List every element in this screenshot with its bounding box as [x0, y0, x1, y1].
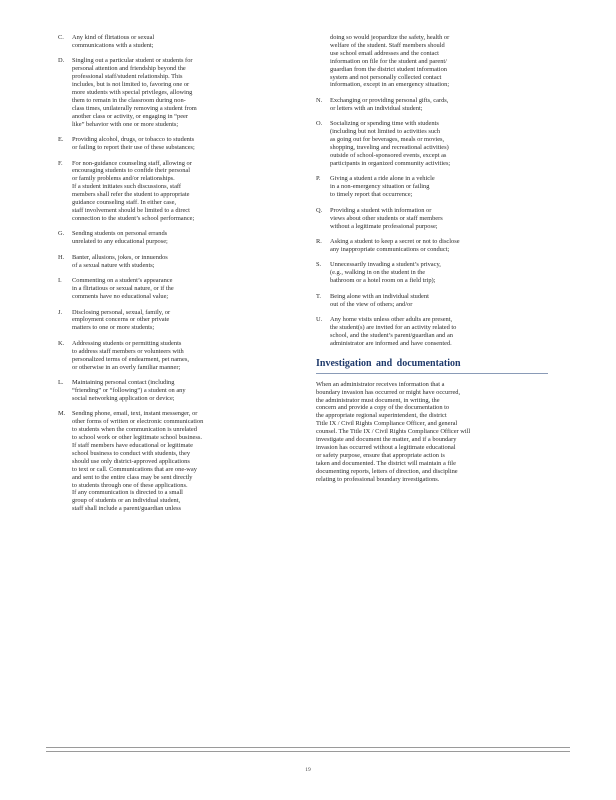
text-line: employment concerns or other private: [72, 316, 170, 324]
list-item: [58, 57, 298, 128]
text-line: Any home visits unless other adults are present,: [330, 316, 453, 324]
list-item-letter: U.: [316, 316, 323, 324]
text-line: or otherwise in an overly familiar manner;: [72, 363, 181, 371]
list-item: [58, 34, 298, 50]
text-line: other forms of written or electronic communication: [72, 418, 204, 426]
text-line: taken and documented. The district will maintain a file: [316, 459, 456, 467]
list-item: [316, 120, 548, 167]
section-heading-block: [316, 358, 548, 374]
text-line: If staff members have educational or legitimate: [72, 442, 193, 449]
list-item-letter: J.: [58, 308, 63, 316]
list-item-text: [330, 293, 548, 309]
text-line: bathroom or a hotel room on a field trip);: [330, 277, 436, 285]
text-line: administrator are informed and have consented.: [330, 339, 452, 347]
text-line: as going out for beverages, meals or movies,: [330, 136, 445, 144]
text-line: to text or call. Communications that are one-way: [72, 465, 197, 473]
text-line: social networking application or device;: [72, 394, 175, 402]
list-item-letter: G.: [58, 230, 65, 238]
text-line: counsel. The Title IX / Civil Rights Compliance Officer will: [316, 428, 471, 436]
text-line: school, and the student’s parent/guardian and an: [330, 331, 453, 339]
text-line: If a student initiates such discussions, staff: [72, 183, 182, 191]
text-line: of a sexual nature with students;: [72, 261, 155, 269]
text-line: Disclosing personal, sexual, family, or: [72, 308, 171, 316]
text-line: views about other students or staff members: [330, 214, 443, 222]
text-line: Addressing students or permitting students: [72, 339, 182, 347]
text-line: Asking a student to keep a secret or not to disclose: [330, 238, 460, 245]
page-number: 19: [305, 767, 311, 773]
text-line: Sending students on personal errands: [72, 230, 168, 238]
text-line: Any kind of flirtatious or sexual: [72, 34, 155, 41]
list-item-text: [330, 261, 548, 285]
text-line: school business to conduct with students, they: [72, 449, 191, 457]
text-line: or failing to report their use of these substances;: [72, 144, 195, 152]
text-line: concern and provide a copy of the documentation to: [316, 404, 450, 412]
text-line: guardian from the district student information: [330, 65, 447, 73]
text-line: the administrator must document, in writing, the: [316, 396, 440, 404]
list-item: [316, 97, 548, 113]
text-line: For non-guidance counseling staff, allowing or: [72, 159, 192, 167]
right-column: [316, 34, 548, 484]
text-line: and sent to the entire class may be sent directly: [72, 473, 193, 481]
list-item-text: [72, 57, 298, 128]
list-item-text: [330, 120, 548, 167]
list-item-text: [330, 97, 548, 113]
text-line: When an administrator receives information that a: [316, 380, 445, 388]
text-line: includes, but is not limited to, favoring one or: [72, 81, 190, 89]
list-item: [316, 34, 548, 89]
text-line: in a flirtatious or sexual nature, or if the: [72, 285, 174, 293]
text-line: Title IX / Civil Rights Compliance Officer, and general: [316, 420, 458, 428]
text-line: outside of school-sponsored events, except as: [330, 151, 447, 159]
list-item-text: [330, 238, 548, 254]
list-item-letter: O.: [316, 120, 323, 128]
text-line: in a non-emergency situation or failing: [330, 183, 430, 191]
text-line: or letters with an individual student;: [330, 104, 423, 112]
list-item-text: [72, 254, 298, 270]
text-line: comments have no educational value;: [72, 293, 169, 301]
text-line: out of the view of others; and/or: [330, 300, 413, 308]
list-item-letter: [316, 34, 330, 89]
list-item-text: [330, 316, 548, 348]
list-item-letter: C.: [58, 34, 64, 41]
text-line: participants in organized community activities;: [330, 159, 451, 167]
list-item-text: [72, 379, 298, 403]
text-line: Unnecessarily invading a student’s privacy,: [330, 261, 441, 269]
text-line: connection to the student’s school performance;: [72, 214, 195, 222]
text-line: Sending phone, email, text, instant messenger, or: [72, 410, 198, 418]
text-line: group of students or an individual student,: [72, 497, 181, 505]
text-line: unrelated to any educational purpose;: [72, 238, 168, 246]
text-line: shopping, traveling and recreational activities): [330, 144, 449, 152]
list-item-text: [330, 175, 548, 199]
text-line: class times, unilaterally removing a student from: [72, 104, 197, 112]
text-line: doing so would jeopardize the safety, health or: [330, 34, 450, 41]
list-item-letter: E.: [58, 136, 64, 144]
text-line: professional staff/student relationship. This: [72, 73, 183, 81]
list-item-text: [330, 207, 548, 231]
list-item: [316, 207, 548, 231]
list-item: [58, 230, 298, 246]
text-line: invasion has occurred without a legitimate educational: [316, 444, 456, 451]
footer-rule: [46, 751, 570, 752]
list-item-letter: I.: [58, 277, 62, 285]
right-item-list: [316, 34, 548, 348]
section-heading: Investigation and documentation: [316, 357, 461, 369]
list-item-letter: D.: [58, 57, 65, 65]
list-item-letter: N.: [316, 96, 323, 104]
list-item-letter: Q.: [316, 206, 323, 214]
text-line: welfare of the student. Staff members should: [330, 41, 445, 49]
list-item-text: [72, 277, 298, 301]
text-line: without a legitimate professional purpose;: [330, 222, 438, 230]
list-item-letter: H.: [58, 253, 65, 261]
text-line: more students with special privileges, allowing: [72, 89, 193, 97]
section-paragraph: [316, 381, 548, 484]
text-line: the student(s) are invited for an activity related to: [330, 324, 457, 332]
text-line: Socializing or spending time with students: [330, 120, 439, 128]
text-line: Providing alcohol, drugs, or tobacco to students: [72, 136, 195, 144]
list-item-letter: L.: [58, 379, 64, 387]
text-line: information on file for the student and parent/: [330, 57, 447, 65]
text-line: Exchanging or providing personal gifts, cards,: [330, 96, 449, 104]
text-line: should use only district-approved applications: [72, 457, 190, 465]
list-item-text: [72, 136, 298, 152]
text-line: any inappropriate communications or conduct;: [330, 245, 450, 253]
list-item-text: [72, 340, 298, 372]
text-line: to address staff members or volunteers with: [72, 347, 184, 355]
text-line: Being alone with an individual student: [330, 292, 429, 300]
list-item: [316, 175, 548, 199]
text-line: or safety purpose, ensure that appropriate action is: [316, 451, 445, 459]
text-line: another class or activity, or engaging in “peer: [72, 112, 188, 120]
text-line: If any communication is directed to a small: [72, 489, 183, 497]
list-item-text: [72, 160, 298, 223]
text-line: to timely report that occurrence;: [330, 191, 413, 199]
list-item: [58, 410, 298, 513]
list-item: [58, 379, 298, 403]
text-line: encouraging students to confide their personal: [72, 167, 191, 175]
list-item-letter: S.: [316, 261, 322, 269]
text-line: staff involvement should be limited to a direct: [72, 207, 190, 214]
text-line: communications with a student;: [72, 41, 154, 49]
list-item-letter: T.: [316, 292, 322, 300]
text-line: boundary invasion has occurred or might have occurred,: [316, 388, 461, 396]
text-line: Banter, allusions, jokes, or innuendos: [72, 253, 168, 261]
left-column: [58, 34, 298, 521]
text-line: system and not personally collected contact: [330, 73, 442, 81]
list-item: [316, 316, 548, 348]
list-item-letter: P.: [316, 175, 321, 183]
text-line: guidance counseling staff. In either case,: [72, 199, 177, 207]
text-line: like” behavior with one or more students;: [72, 120, 179, 128]
text-line: (including but not limited to activities such: [330, 128, 441, 136]
text-line: the appropriate regional superintendent, the district: [316, 412, 447, 420]
list-item: [58, 136, 298, 152]
list-item: [58, 340, 298, 372]
text-line: relating to professional boundary investigations.: [316, 475, 440, 483]
list-item-text: [72, 309, 298, 333]
text-line: staff shall include a parent/guardian unless: [72, 505, 182, 513]
text-line: to school work or other legitimate school business.: [72, 434, 202, 442]
text-line: information, except in an emergency situation;: [330, 81, 450, 89]
list-item: [58, 160, 298, 223]
text-line: “friending” or “following”) a student on any: [72, 386, 186, 394]
text-line: personalized terms of endearment, pet names,: [72, 355, 189, 363]
text-line: personal attention and friendship beyond the: [72, 65, 186, 73]
text-line: or family problems and/or relationships.: [72, 175, 175, 183]
text-line: investigate and document the matter, and if a boundary: [316, 436, 457, 444]
text-line: Commenting on a student’s appearance: [72, 277, 173, 285]
list-item-letter: F.: [58, 159, 63, 167]
text-line: them to remain in the classroom during non-: [72, 96, 186, 104]
text-line: Singling out a particular student or students for: [72, 57, 193, 65]
list-item-text: [72, 34, 298, 50]
text-line: matters to one or more students;: [72, 324, 155, 332]
list-item-text: [330, 34, 548, 89]
footer-rule: [46, 747, 570, 748]
list-item-text: [72, 230, 298, 246]
list-item-letter: K.: [58, 339, 65, 347]
text-line: use school email addresses and the contact: [330, 49, 439, 57]
list-item: [316, 261, 548, 285]
text-line: to students through one of these applications.: [72, 481, 188, 489]
list-item: [58, 309, 298, 333]
text-line: (e.g., walking in on the student in the: [330, 269, 426, 277]
list-item-letter: R.: [316, 238, 322, 245]
text-line: Providing a student with information or: [330, 206, 432, 214]
list-item-text: [72, 410, 298, 513]
text-line: Giving a student a ride alone in a vehicle: [330, 175, 435, 183]
list-item: [58, 277, 298, 301]
text-line: members shall refer the student to appropriate: [72, 191, 190, 199]
text-line: to students when the communication is unrelated: [72, 426, 197, 434]
text-line: documenting reports, letters of direction, and discipline: [316, 467, 458, 475]
list-item-letter: M.: [58, 410, 66, 418]
list-item: [316, 238, 548, 254]
list-item: [316, 293, 548, 309]
list-item: [58, 254, 298, 270]
text-line: Maintaining personal contact (including: [72, 379, 175, 387]
